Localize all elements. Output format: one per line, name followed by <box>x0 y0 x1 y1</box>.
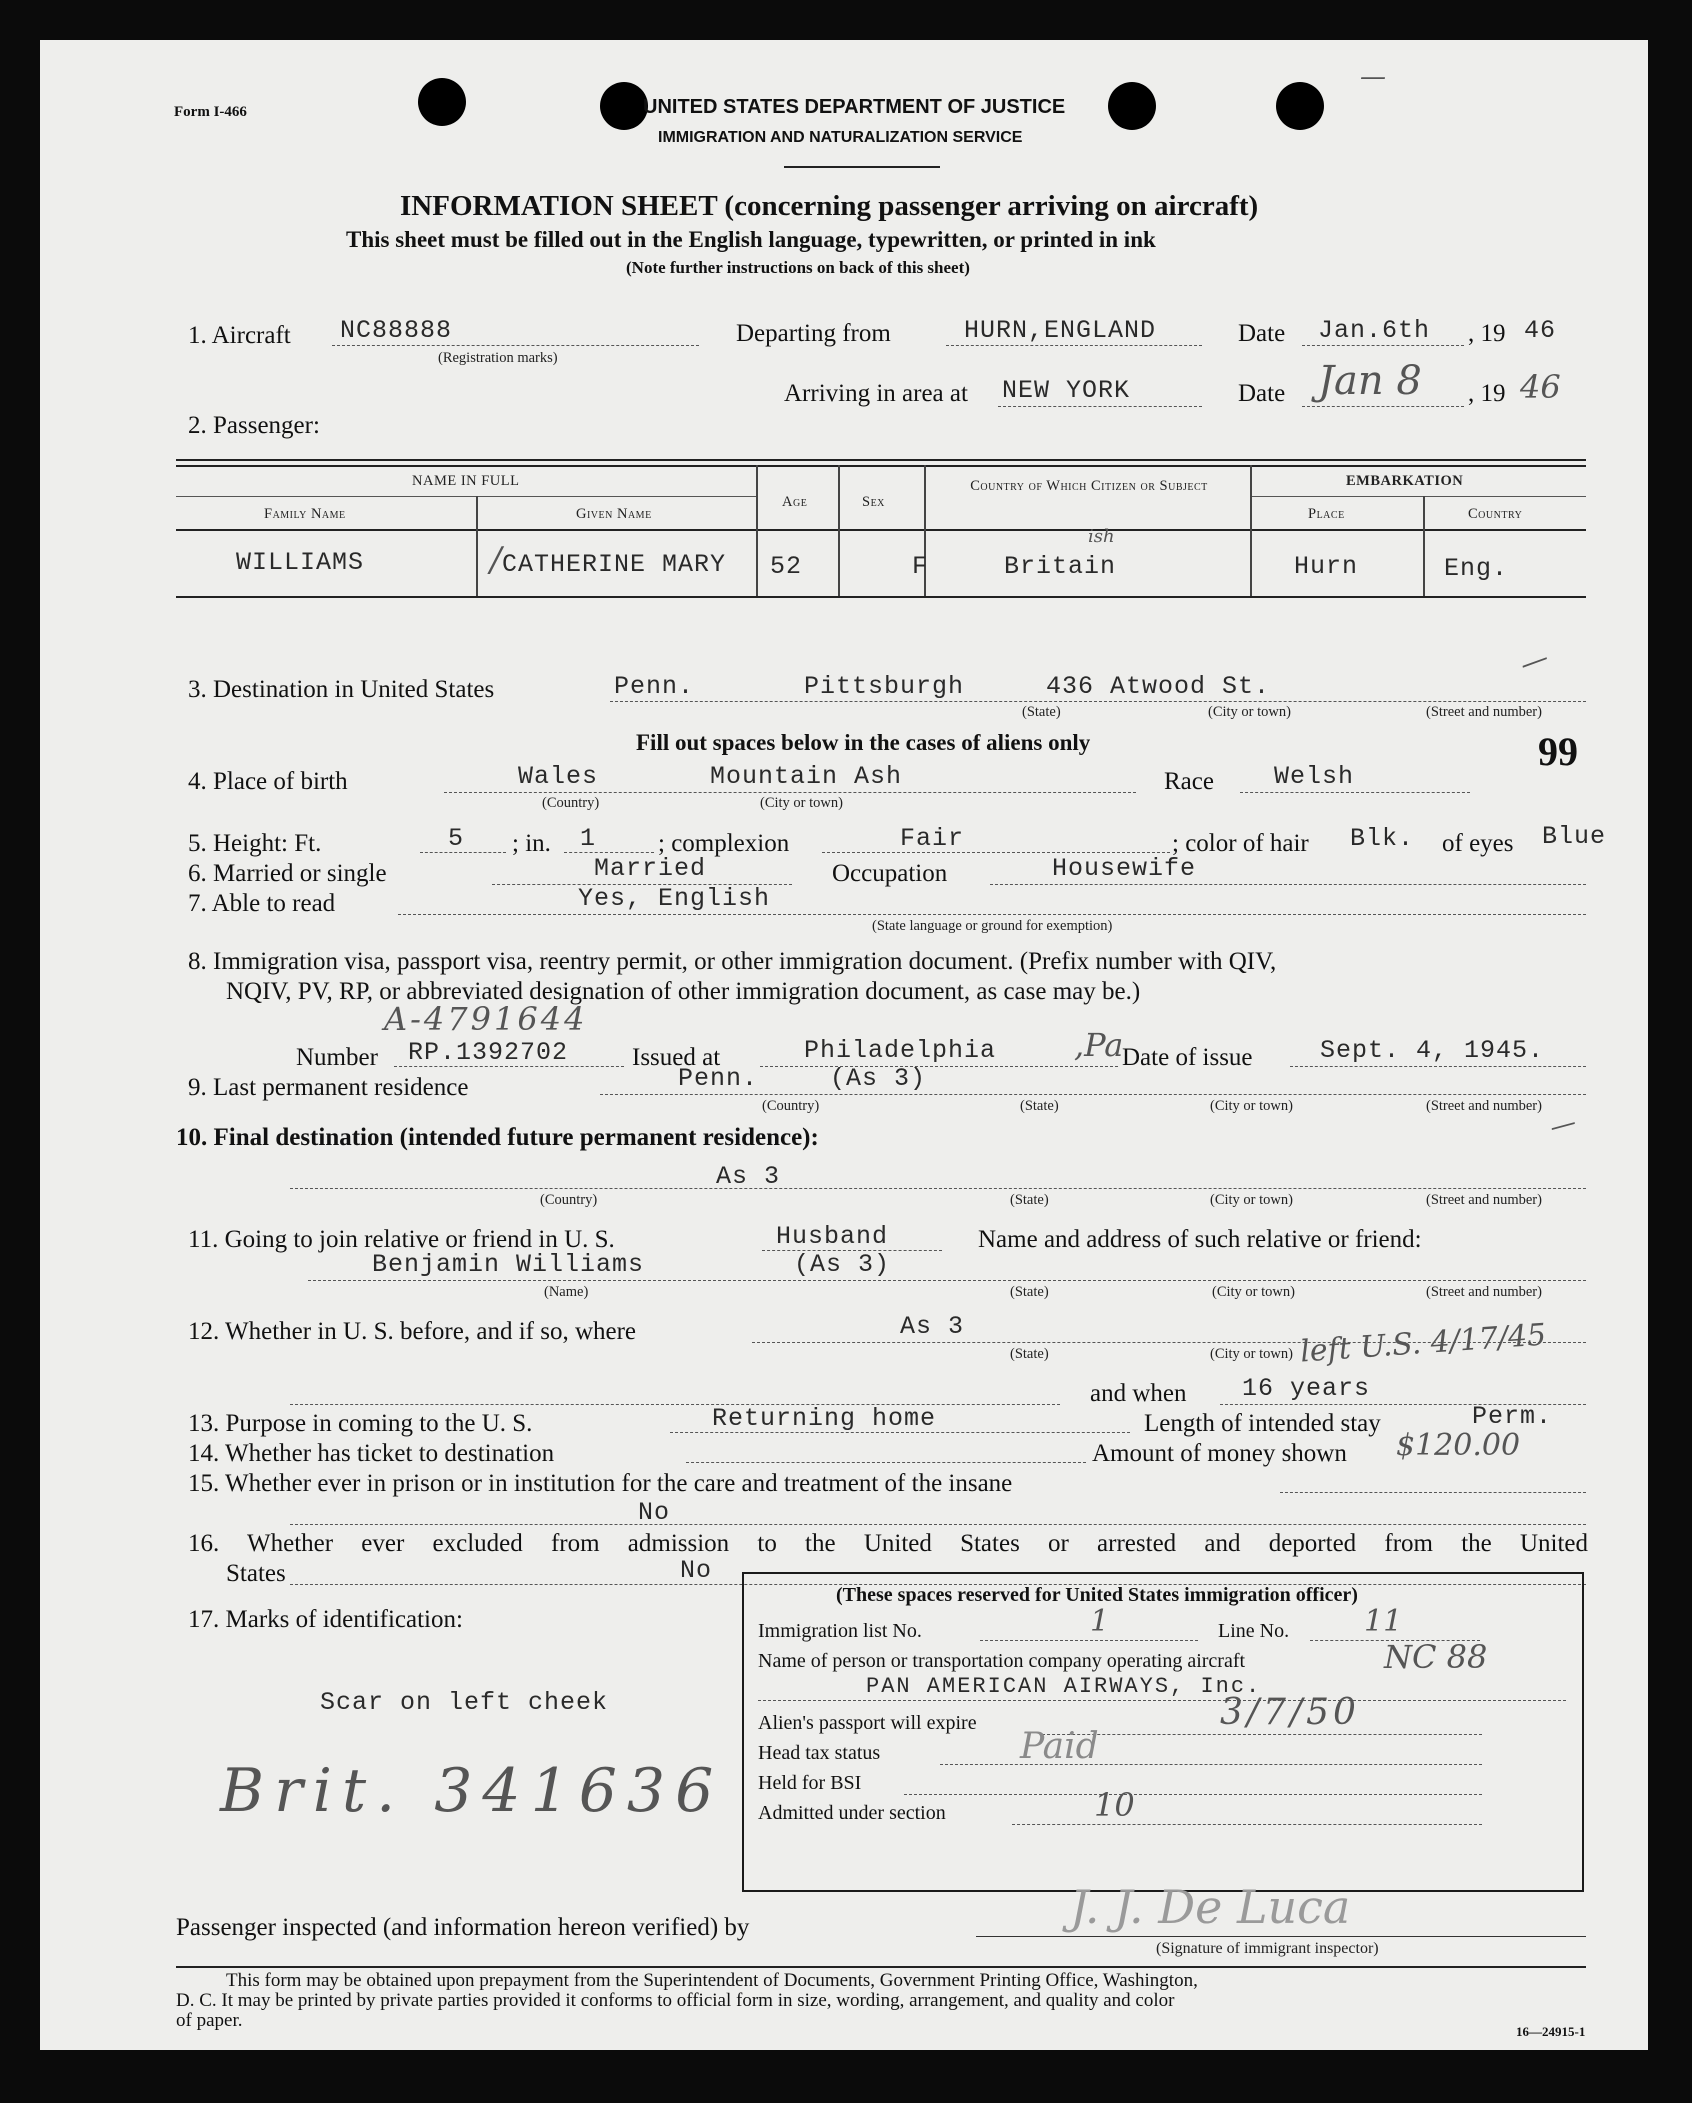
money-shown: $120.00 <box>1396 1428 1521 1463</box>
document-number: RP.1392702 <box>408 1038 569 1067</box>
immigration-list-label: Immigration list No. <box>758 1620 922 1642</box>
col-family-name: Family Name <box>264 506 346 522</box>
stay-length-label: Length of intended stay <box>1144 1410 1381 1437</box>
birth-country: Wales <box>518 762 599 791</box>
footer-line-3: of paper. <box>176 2010 243 2031</box>
col-citizen-label: Country of Which Citizen or Subject <box>970 478 1208 494</box>
stamp-number: 99 <box>1538 729 1578 774</box>
form-number: Form I-466 <box>174 104 247 120</box>
identification-marks-label: 17. Marks of identification: <box>188 1606 463 1633</box>
departure-date-label: Date <box>1238 320 1286 347</box>
residence-street-caption: (Street and number) <box>1426 1098 1542 1114</box>
final-country-caption: (Country) <box>540 1192 598 1208</box>
arrival-date: Jan 8 <box>1318 358 1422 404</box>
arriving-in: NEW YORK <box>1002 376 1131 405</box>
pencil-tick-3: — <box>1515 640 1553 681</box>
cell-given-name: CATHERINE MARY <box>502 550 727 579</box>
relation: Husband <box>776 1222 889 1251</box>
head-tax-status: Paid <box>1020 1726 1099 1767</box>
height-inches: 1 <box>580 824 597 853</box>
issue-date-label: Date of issue <box>1122 1044 1253 1071</box>
residence-label: 9. Last permanent residence <box>188 1074 469 1101</box>
issue-date: Sept. 4, 1945. <box>1320 1036 1545 1065</box>
destination-city-caption: (City or town) <box>1208 704 1291 720</box>
relative-name-label: Name and address of such relative or friend: <box>978 1226 1422 1253</box>
previous-stay-when: 16 years <box>1242 1374 1371 1403</box>
inspector-signature: J. J. De Luca <box>1070 1880 1351 1934</box>
document-question: 8. Immigration visa, passport visa, reentry permit, or other immigration document. (Prefix number with QIV, <box>188 948 1277 975</box>
issued-at: Philadelphia <box>804 1036 997 1065</box>
punch-hole-center-right <box>1108 82 1156 130</box>
when-label: and when <box>1090 1380 1187 1407</box>
col-place: Place <box>1308 506 1345 522</box>
punch-hole-center-left <box>600 82 648 130</box>
passenger-label: 2. Passenger: <box>188 412 320 439</box>
cell-country: Eng. <box>1444 554 1509 583</box>
destination-label: 3. Destination in United States <box>188 676 495 703</box>
arrival-year: 46 <box>1520 368 1561 406</box>
occupation-label: Occupation <box>832 860 948 887</box>
footer-line-1: This form may be obtained upon prepayment from the Superintendent of Documents, Government Printing Office, Washington, <box>226 1970 1198 1991</box>
height-feet: 5 <box>448 824 465 853</box>
departing-from: HURN,ENGLAND <box>964 316 1157 345</box>
inspected-label: Passenger inspected (and information hereon verified) by <box>176 1914 750 1941</box>
col-given-name: Given Name <box>576 506 652 522</box>
hair-color: Blk. <box>1350 824 1415 853</box>
instruction-note: (Note further instructions on back of this sheet) <box>626 258 970 277</box>
departure-year-prefix: , 19 <box>1468 320 1506 347</box>
admitted-section: 10 <box>1094 1786 1135 1824</box>
cell-citizen-note: ish <box>1088 526 1115 547</box>
aircraft-label: 1. Aircraft <box>188 322 291 349</box>
excluded-label-2: States <box>226 1560 286 1587</box>
cell-age: 52 <box>770 552 803 581</box>
cell-place: Hurn <box>1294 552 1359 581</box>
officer-heading: (These spaces reserved for United States immigration officer) <box>836 1584 1358 1606</box>
residence-state-caption: (State) <box>1020 1098 1059 1114</box>
eye-color: Blue <box>1542 822 1607 851</box>
issued-at-label: Issued at <box>632 1044 721 1071</box>
registration-caption: (Registration marks) <box>438 350 558 366</box>
document-number-label: Number <box>296 1044 378 1071</box>
line-number-label: Line No. <box>1218 1620 1290 1642</box>
identification-marks: Scar on left cheek <box>320 1688 609 1717</box>
occupation-value: Housewife <box>1052 854 1197 883</box>
cell-family-name: WILLIAMS <box>236 548 365 577</box>
passport-handwritten: Brit. 341636 <box>220 1756 724 1826</box>
race-label: Race <box>1164 768 1214 795</box>
form-code: 16—24915-1 <box>1516 2024 1586 2039</box>
aliens-only-note: Fill out spaces below in the cases of aliens only <box>636 730 1091 755</box>
race-value: Welsh <box>1274 762 1355 791</box>
arriving-label: Arriving in area at <box>784 380 968 407</box>
relative-state-caption: (State) <box>1010 1284 1049 1300</box>
immigration-list: 1 <box>1090 1604 1110 1639</box>
excluded-label <box>188 1530 1588 1558</box>
birth-city-caption: (City or town) <box>760 795 843 811</box>
destination-state-caption: (State) <box>1022 704 1061 720</box>
prison-label: 15. Whether ever in prison or in institution for the care and treatment of the insane <box>188 1470 1013 1497</box>
destination-city: Pittsburgh <box>804 672 965 701</box>
birth-country-caption: (Country) <box>542 795 600 811</box>
operator-handwritten: NC 88 <box>1384 1638 1488 1676</box>
previous-stay-where: As 3 <box>900 1312 965 1341</box>
agency-name: UNITED STATES DEPARTMENT OF JUSTICE <box>643 96 1066 118</box>
join-relative-label: 11. Going to join relative or friend in U. S. <box>188 1226 615 1253</box>
arrival-year-prefix: , 19 <box>1468 380 1506 407</box>
header-rule <box>784 166 940 168</box>
footer-line-2: D. C. It may be printed by private parties provided it conforms to official form in size, wording, arrangement, and quality and color <box>176 1990 1175 2011</box>
stay-length: Perm. <box>1472 1402 1553 1431</box>
destination-state: Penn. <box>614 672 695 701</box>
marital-label: 6. Married or single <box>188 860 387 887</box>
operator-name: PAN AMERICAN AIRWAYS, Inc. <box>866 1674 1262 1699</box>
section-label: Admitted under section <box>758 1802 946 1824</box>
final-destination: As 3 <box>716 1162 781 1191</box>
col-embarkation: EMBARKATION <box>1346 473 1464 489</box>
read-caption: (State language or ground for exemption) <box>872 918 1113 934</box>
inspector-caption: (Signature of immigrant inspector) <box>1156 1940 1379 1957</box>
final-destination-label: 10. Final destination (intended future permanent residence): <box>176 1124 819 1151</box>
destination-street: 436 Atwood St. <box>1046 672 1271 701</box>
eye-color-label: of eyes <box>1442 830 1514 857</box>
excluded-label-text: 16. Whether ever excluded from admission to the United States or arrested and deported from the United <box>188 1530 1588 1557</box>
aircraft-registration: NC88888 <box>340 316 453 345</box>
final-street-caption: (Street and number) <box>1426 1192 1542 1208</box>
information-sheet <box>40 40 1648 2050</box>
height-label: 5. Height: Ft. <box>188 830 322 857</box>
residence-country-caption: (Country) <box>762 1098 820 1114</box>
cell-sex: F <box>912 552 929 581</box>
departure-year: 46 <box>1524 316 1557 345</box>
arrival-date-label: Date <box>1238 380 1286 407</box>
previous-stay-label: 12. Whether in U. S. before, and if so, where <box>188 1318 637 1345</box>
excluded-value: No <box>680 1556 713 1585</box>
previous-stay-handwritten: left U.S. 4/17/45 <box>1299 1317 1548 1370</box>
document-handwritten-number: A-4791644 <box>384 1000 588 1038</box>
departure-date: Jan.6th <box>1318 316 1431 345</box>
operator-label: Name of person or transportation company operating aircraft <box>758 1650 1246 1672</box>
relative-state: (As 3) <box>794 1250 891 1279</box>
punch-hole-right <box>1276 82 1324 130</box>
previous-stay-state-caption: (State) <box>1010 1346 1049 1362</box>
read-value: Yes, English <box>578 884 771 913</box>
residence-state: (As 3) <box>830 1064 927 1093</box>
inches-label: ; in. <box>512 830 551 857</box>
birth-city: Mountain Ash <box>710 762 903 791</box>
residence-city-caption: (City or town) <box>1210 1098 1293 1114</box>
relative-name-caption: (Name) <box>544 1284 589 1300</box>
punch-hole-left <box>418 78 466 126</box>
page-subtitle: This sheet must be filled out in the English language, typewritten, or printed in ink <box>346 227 1156 252</box>
complexion-value: Fair <box>900 824 965 853</box>
issued-at-handwritten: ,Pa <box>1074 1026 1124 1064</box>
head-tax-label: Head tax status <box>758 1742 881 1764</box>
complexion-label: ; complexion <box>658 830 790 857</box>
cell-citizen: Britain <box>1004 552 1117 581</box>
passport-expiry-label: Alien's passport will expire <box>758 1712 977 1734</box>
col-name-in-full: NAME IN FULL <box>412 473 520 489</box>
document-question-2: NQIV, PV, RP, or abbreviated designation of other immigration document, as case may be.) <box>226 978 1141 1005</box>
col-age: Age <box>782 494 808 510</box>
relative-street-caption: (Street and number) <box>1426 1284 1542 1300</box>
final-city-caption: (City or town) <box>1210 1192 1293 1208</box>
purpose-value: Returning home <box>712 1404 937 1433</box>
pencil-mark: — <box>1360 62 1386 92</box>
prison-value: No <box>638 1498 671 1527</box>
money-label: Amount of money shown <box>1092 1440 1347 1467</box>
col-sex: Sex <box>862 494 885 510</box>
page-title: INFORMATION SHEET (concerning passenger arriving on aircraft) <box>400 190 1259 222</box>
pencil-tick-10: — <box>1546 1107 1580 1143</box>
ticket-label: 14. Whether has ticket to destination <box>188 1440 555 1467</box>
line-number: 11 <box>1364 1604 1403 1639</box>
passport-expiry: 3/7/50 <box>1220 1692 1360 1733</box>
departing-label: Departing from <box>736 320 891 347</box>
purpose-label: 13. Purpose in coming to the U. S. <box>188 1410 533 1437</box>
birthplace-label: 4. Place of birth <box>188 768 348 795</box>
previous-stay-city-caption: (City or town) <box>1210 1346 1293 1362</box>
residence-country: Penn. <box>678 1064 759 1093</box>
bsi-label: Held for BSI <box>758 1772 862 1794</box>
marital-status: Married <box>594 854 707 883</box>
col-country: Country <box>1468 506 1523 522</box>
hair-color-label: ; color of hair <box>1172 830 1309 857</box>
cell-divider-slash: / <box>490 540 502 580</box>
final-state-caption: (State) <box>1010 1192 1049 1208</box>
service-name: IMMIGRATION AND NATURALIZATION SERVICE <box>658 129 1023 146</box>
read-label: 7. Able to read <box>188 890 336 917</box>
destination-street-caption: (Street and number) <box>1426 704 1542 720</box>
col-citizen <box>944 478 1234 494</box>
relative-city-caption: (City or town) <box>1212 1284 1295 1300</box>
relative-name: Benjamin Williams <box>372 1250 645 1279</box>
